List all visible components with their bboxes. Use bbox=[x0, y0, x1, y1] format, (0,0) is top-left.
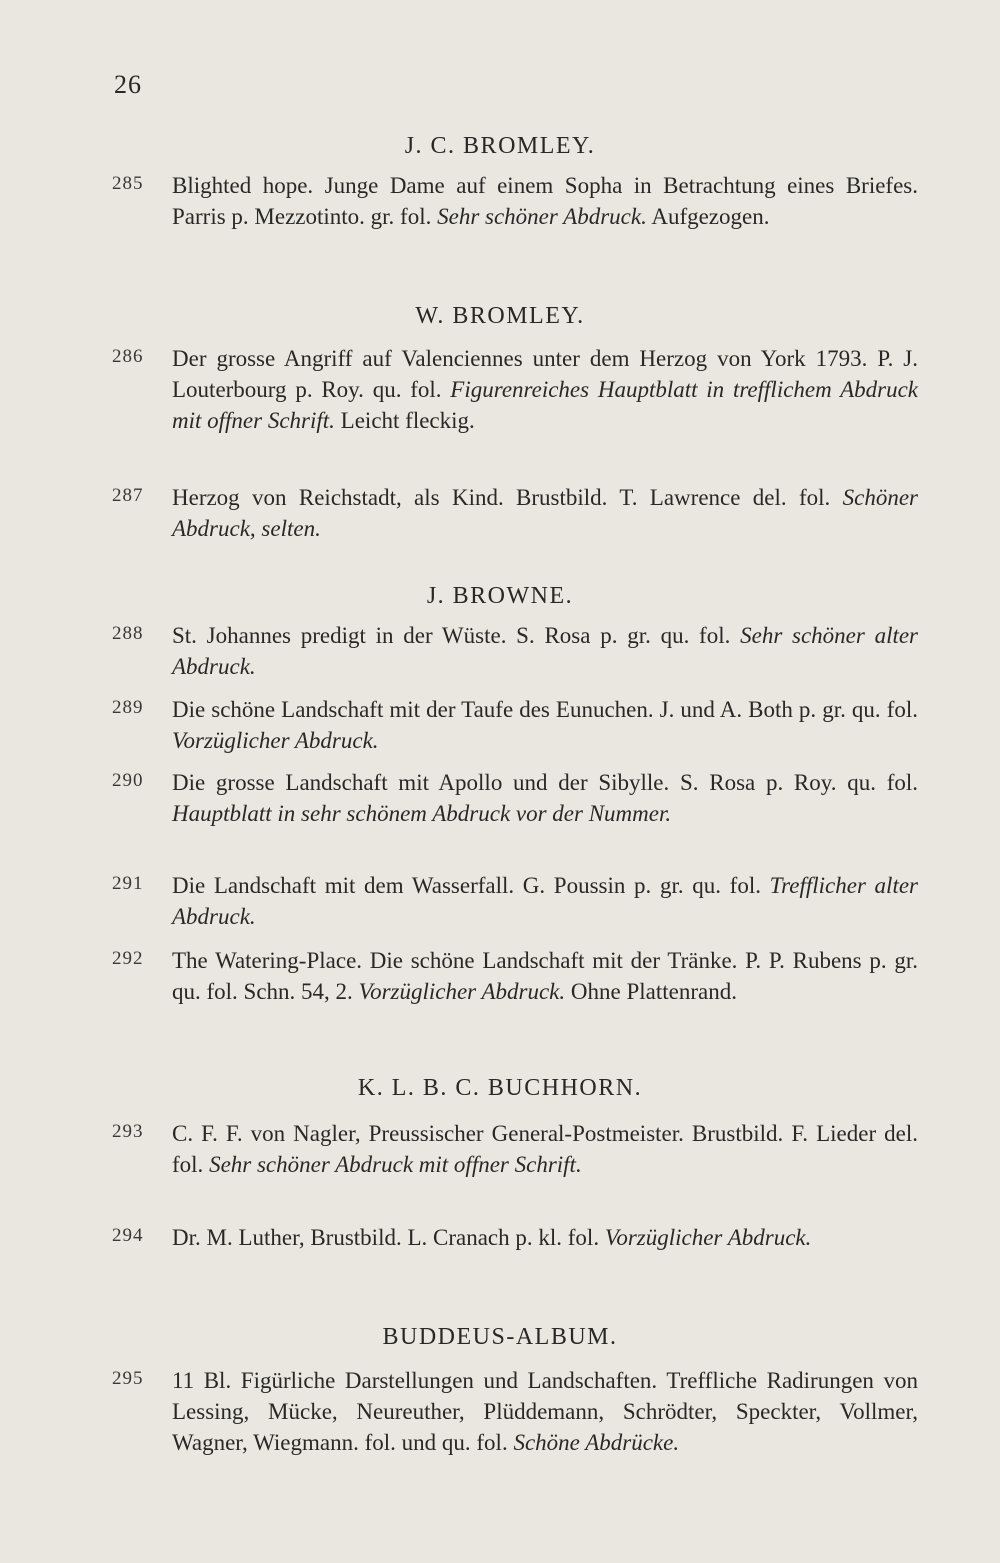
entry-description: Herzog von Reichstadt, als Kind. Brustbild. T. Lawrence del. fol. bbox=[172, 485, 831, 510]
entry-description: Die Landschaft mit dem Wasserfall. G. Poussin p. gr. qu. fol. bbox=[172, 873, 761, 898]
entry-number: 294 bbox=[112, 1225, 144, 1246]
entry-note: Leicht fleckig. bbox=[340, 408, 475, 433]
entry-description: C. F. F. von Nagler, Preussischer General-Postmeister. Brustbild. F. Lieder del. fol. bbox=[172, 1121, 918, 1177]
entry-description: St. Johannes predigt in der Wüste. S. Rosa p. gr. qu. fol. bbox=[172, 623, 731, 648]
catalog-entry bbox=[112, 170, 918, 232]
entry-text bbox=[172, 1222, 918, 1253]
catalog-entry bbox=[112, 694, 918, 756]
entry-condition: Sehr schöner Abdruck mit offner Schrift. bbox=[209, 1152, 582, 1177]
entry-condition: Hauptblatt in sehr schönem Abdruck vor der Nummer. bbox=[172, 801, 672, 826]
entry-condition: Vorzüglicher Abdruck. bbox=[358, 979, 566, 1004]
entry-text bbox=[172, 767, 918, 829]
entry-note: Aufgezogen. bbox=[651, 204, 770, 229]
entry-condition: Figurenreiches Hauptblatt in trefflichem Abdruck mit offner Schrift. bbox=[172, 377, 918, 433]
entry-number: 287 bbox=[112, 485, 144, 506]
entry-text bbox=[172, 620, 918, 682]
entry-condition: Schöner Abdruck, selten. bbox=[172, 485, 919, 541]
catalog-entry bbox=[112, 482, 918, 544]
entry-number: 295 bbox=[112, 1368, 144, 1389]
entry-number: 291 bbox=[112, 873, 144, 894]
entry-text bbox=[172, 343, 918, 436]
entry-number: 290 bbox=[112, 770, 144, 791]
entry-condition: Vorzüglicher Abdruck. bbox=[604, 1225, 812, 1250]
catalog-entry bbox=[112, 343, 918, 436]
entry-description: Die grosse Landschaft mit Apollo und der Sibylle. S. Rosa p. Roy. qu. fol. bbox=[172, 770, 918, 795]
entry-description: The Watering-Place. Die schöne Landschaft mit der Tränke. P. P. Rubens p. gr. qu. fol. Schn. 54, 2. bbox=[172, 948, 918, 1004]
entry-number: 289 bbox=[112, 697, 144, 718]
entry-text bbox=[172, 170, 918, 232]
entry-number: 286 bbox=[112, 346, 144, 367]
catalog-entry bbox=[112, 620, 918, 682]
entry-condition: Sehr schöner alter Abdruck. bbox=[172, 623, 919, 679]
entry-number: 288 bbox=[112, 623, 144, 644]
section-heading: BUDDEUS-ALBUM. bbox=[382, 1324, 618, 1350]
entry-condition: Trefflicher alter Abdruck. bbox=[172, 873, 918, 929]
entry-text bbox=[172, 1118, 918, 1180]
catalog-entry bbox=[112, 870, 918, 932]
section-heading: W. BROMLEY. bbox=[415, 303, 585, 329]
entry-description: 11 Bl. Figürliche Darstellungen und Landschaften. Treffliche Radirungen von Lessing, Mücke, Neureuther, Plüddemann, Schrödter, Speckter, Vollmer, Wagner, Wiegmann. fol. und qu. fol. bbox=[172, 1368, 918, 1455]
catalog-entry bbox=[112, 1222, 918, 1253]
section-heading: J. C. BROMLEY. bbox=[404, 133, 596, 159]
entry-text bbox=[172, 870, 918, 932]
entry-condition: Vorzüglicher Abdruck. bbox=[172, 728, 379, 753]
entry-description: Der grosse Angriff auf Valenciennes unter dem Herzog von York 1793. P. J. Louterbourg p. Roy. qu. fol. bbox=[172, 346, 918, 402]
entry-text bbox=[172, 694, 918, 756]
entry-condition: Schöne Abdrücke. bbox=[513, 1430, 680, 1455]
entry-description: Blighted hope. Junge Dame auf einem Sopha in Betrachtung eines Briefes. Parris p. Mezzotinto. gr. fol. bbox=[172, 173, 918, 229]
section-heading: J. BROWNE. bbox=[426, 583, 574, 609]
entry-number: 285 bbox=[112, 173, 144, 194]
catalog-entry bbox=[112, 767, 918, 829]
catalog-entry bbox=[112, 1118, 918, 1180]
entry-note: Ohne Plattenrand. bbox=[570, 979, 737, 1004]
page-number: 26 bbox=[114, 70, 142, 99]
entry-text bbox=[172, 1365, 918, 1458]
entry-number: 292 bbox=[112, 948, 144, 969]
catalog-entry bbox=[112, 1365, 918, 1458]
entry-number: 293 bbox=[112, 1121, 144, 1142]
entry-text bbox=[172, 482, 918, 544]
entry-description: Die schöne Landschaft mit der Taufe des Eunuchen. J. und A. Both p. gr. qu. fol. bbox=[172, 697, 918, 722]
entry-condition: Sehr schöner Abdruck. bbox=[437, 204, 647, 229]
entry-description: Dr. M. Luther, Brustbild. L. Cranach p. kl. fol. bbox=[172, 1225, 600, 1250]
section-heading: K. L. B. C. BUCHHORN. bbox=[357, 1075, 643, 1101]
catalog-entry bbox=[112, 945, 918, 1007]
entry-text bbox=[172, 945, 918, 1007]
